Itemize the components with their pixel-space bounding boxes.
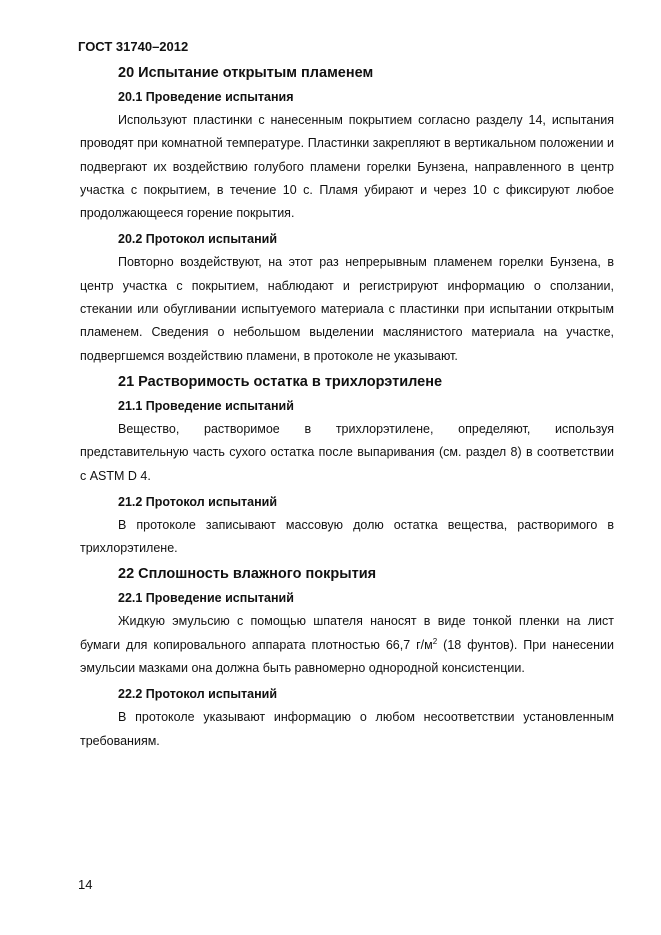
subsection-title-21-1: 21.1 Проведение испытаний [118,398,294,413]
paragraph-22-1-part-2: (18 фунтов). При нанесении эмульсии мазками она должна быть равномерно однородной консистенции. [80,637,614,676]
section-title-20: 20 Испытание открытым пламенем [118,65,374,81]
square-meter-superscript: 2 [432,636,438,646]
subsection-title-21-2: 21.2 Протокол испытаний [118,494,278,509]
paragraph-22-1 [80,610,614,680]
paragraph-20-2: Повторно воздействуют, на этот раз непрерывным пламенем горелки Бунзена, в центр участка с покрытием, наблюдают и регистрируют информацию о сползании, стекании или обугливании испытуемого материала с пластинки при испытании открытым пламенем. Сведения о небольшом выделении маслянистого материала на участке, подвергшемся воздействию пламени, в протоколе не указывают. [80,255,614,363]
paragraph-21-2: В протоколе записывают массовую долю остатка вещества, растворимого в трихлорэтилене. [80,517,614,556]
section-title-22: 22 Сплошность влажного покрытия [118,566,377,583]
document-header: ГОСТ 31740–2012 [78,39,189,54]
page-number: 14 [78,877,93,892]
subsection-title-20-1: 20.1 Проведение испытания [118,90,294,104]
paragraph-22-2: В протоколе указывают информацию о любом несоответствии установленным требованиям. [80,710,614,748]
paragraph-20-1: Используют пластинки с нанесенным покрытием согласно разделу 14, испытания проводят при комнатной температуре. Пластинки закрепляют в вертикальном положении и подвергают их воздействию голубого пламени горелки Бунзена, направленного в центр участка с покрытием, в течение 10 с. Пламя убирают и через 10 с фиксируют любое продолжающееся горение покрытия. [80,113,614,221]
document-body [80,63,614,757]
subsection-title-20-2: 20.2 Протокол испытаний [118,232,278,247]
section-title-21: 21 Растворимость остатка в трихлорэтилене [118,373,443,390]
paragraph-21-1: Вещество, растворимое в трихлорэтилене, определяют, используя представительную часть сухого остатка после выпаривания (см. раздел 8) в соответствии с ASTM D 4. [80,421,614,483]
subsection-title-22-2: 22.2 Протокол испытаний [118,687,278,702]
paragraph-22-1-part-1: Жидкую эмульсию с помощью шпателя наносят в виде тонкой пленки на лист бумаги для копировального аппарата плотностью 66,7 г/м [80,614,614,652]
subsection-title-22-1: 22.1 Проведение испытаний [118,591,294,606]
